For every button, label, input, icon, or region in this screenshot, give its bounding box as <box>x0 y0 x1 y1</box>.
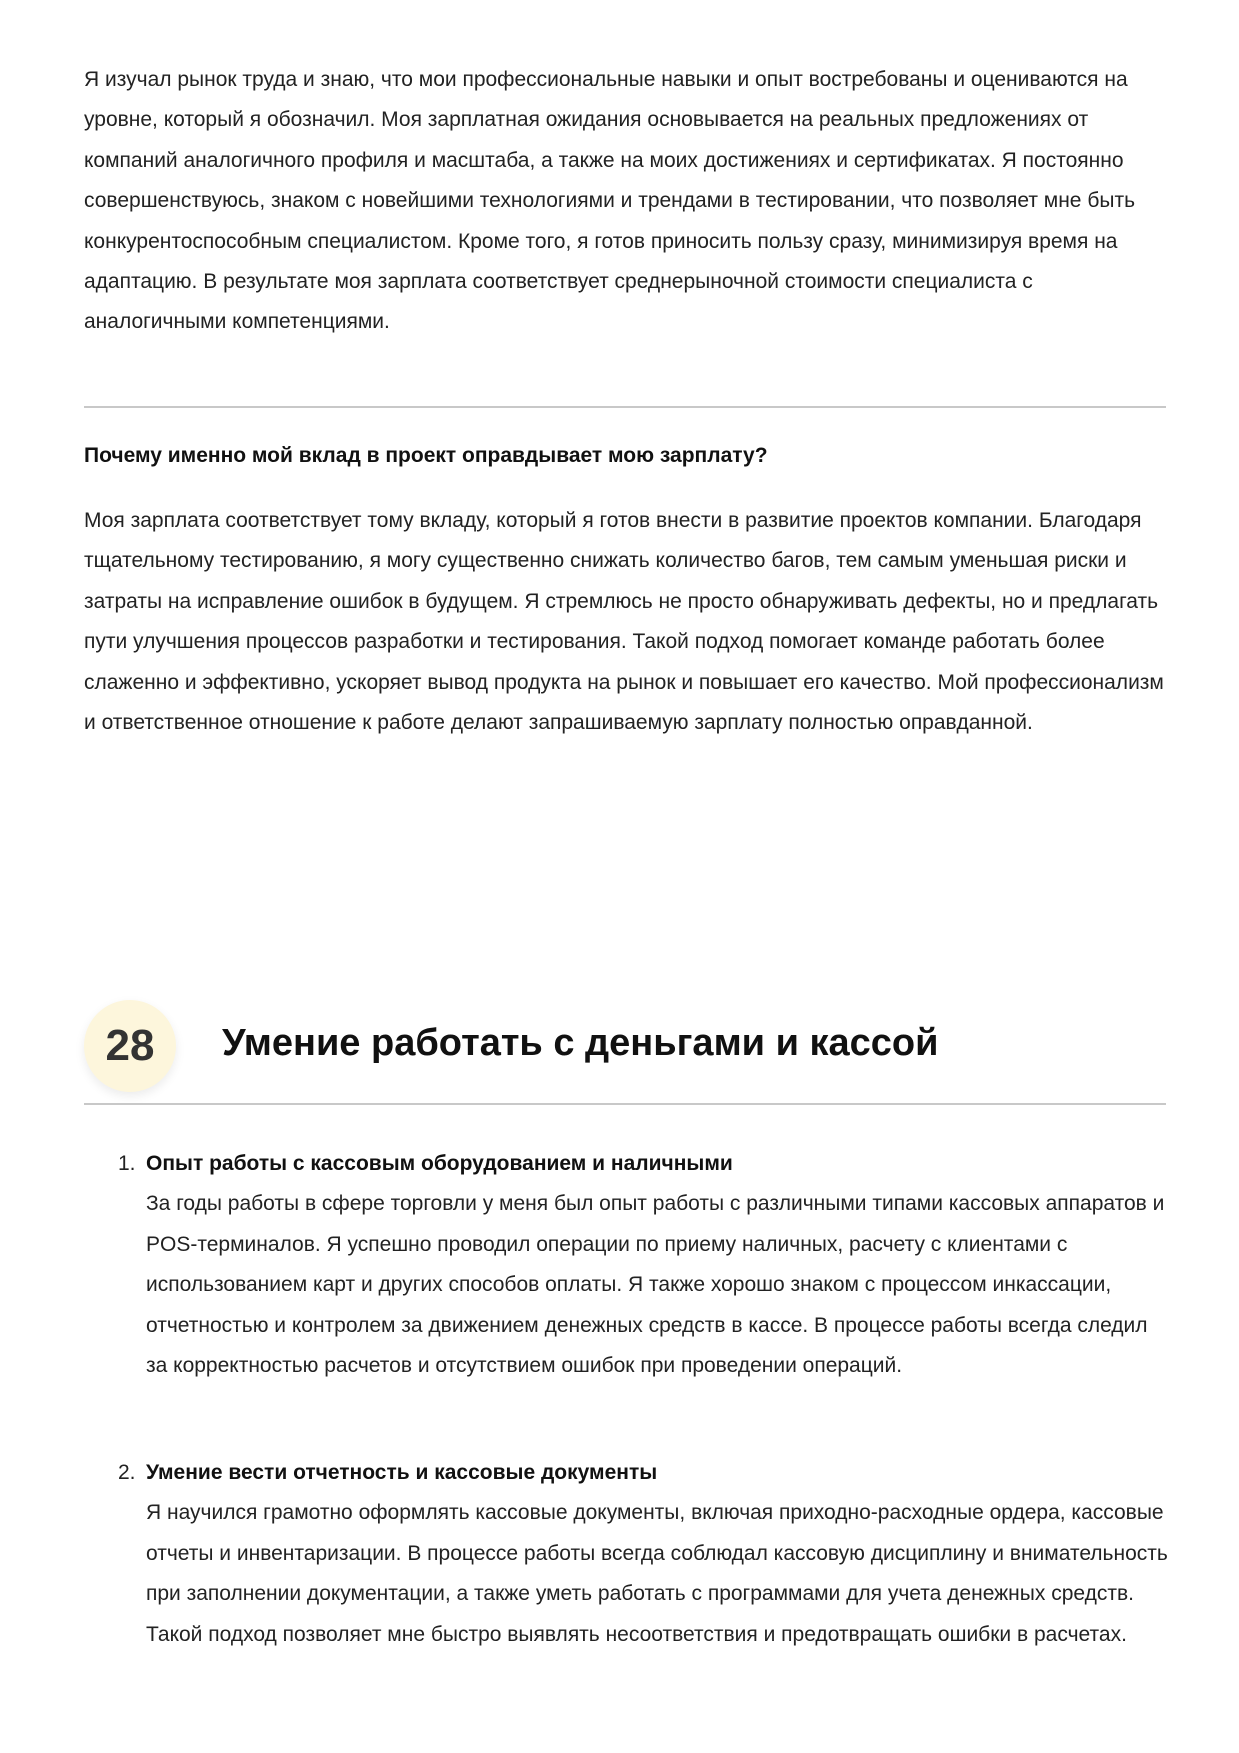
list-item-text: За годы работы в сфере торговли у меня был опыт работы с различными типами кассовых аппаратов и POS-терминалов. Я успешно проводил операции по приему наличных, расчету с клиентами с использованием карт и других способов оплаты. Я также хорошо знаком с процессом инкассации, отчетностью и контролем за движением денежных средств в кассе. В процессе работы всегда следил за корректностью расчетов и отсутствием ошибок при проведении операций. <box>146 1192 1165 1378</box>
list-item-text: Я научился грамотно оформлять кассовые документы, включая приходно-расходные ордера, кассовые отчеты и инвентаризации. В процессе работы всегда соблюдал кассовую дисциплину и внимательность при заполнении документации, а также уметь работать с программами для учета денежных средств. Такой подход позволяет мне быстро выявлять несоответствия и предотвращать ошибки в расчетах. <box>146 1501 1168 1646</box>
divider <box>84 406 1166 408</box>
list-item-title: Умение вести отчетность и кассовые документы <box>146 1461 658 1484</box>
section-divider <box>84 1103 1166 1105</box>
section-number-badge: 28 <box>84 1000 176 1092</box>
section-title: Умение работать с деньгами и кассой <box>222 1022 939 1064</box>
list-item-title: Опыт работы с кассовым оборудованием и наличными <box>146 1152 733 1175</box>
intro-paragraph: Я изучал рынок труда и знаю, что мои профессиональные навыки и опыт востребованы и оцениваются на уровне, который я обозначил. Моя зарплатная ожидания основывается на реальных предложениях от компаний аналогичного профиля и масштаба, а также на моих достижениях и сертификатах. Я постоянно совершенствуюсь, знаком с новейшими технологиями и трендами в тестировании, что позволяет мне быть конкурентоспособным специалистом. Кроме того, я готов приносить пользу сразу, минимизируя время на адаптацию. В результате моя зарплата соответствует среднерыночной стоимости специалиста с аналогичными компетенциями. <box>84 68 1136 334</box>
list-item <box>118 1144 1168 1386</box>
list-number: 2. <box>118 1461 136 1484</box>
list-number: 1. <box>118 1152 136 1175</box>
subsection-text: Моя зарплата соответствует тому вкладу, который я готов внести в развитие проектов компании. Благодаря тщательному тестированию, я могу существенно снижать количество багов, тем самым уменьшая риски и затраты на исправление ошибок в будущем. Я стремлюсь не просто обнаруживать дефекты, но и предлагать пути улучшения процессов разработки и тестирования. Такой подход помогает команде работать более слаженно и эффективно, ускоряет вывод продукта на рынок и повышает его качество. Мой профессионализм и ответственное отношение к работе делают запрашиваемую зарплату полностью оправданной. <box>84 509 1164 735</box>
subsection-title: Почему именно мой вклад в проект оправдывает мою зарплату? <box>84 444 768 467</box>
list-item <box>118 1453 1168 1655</box>
